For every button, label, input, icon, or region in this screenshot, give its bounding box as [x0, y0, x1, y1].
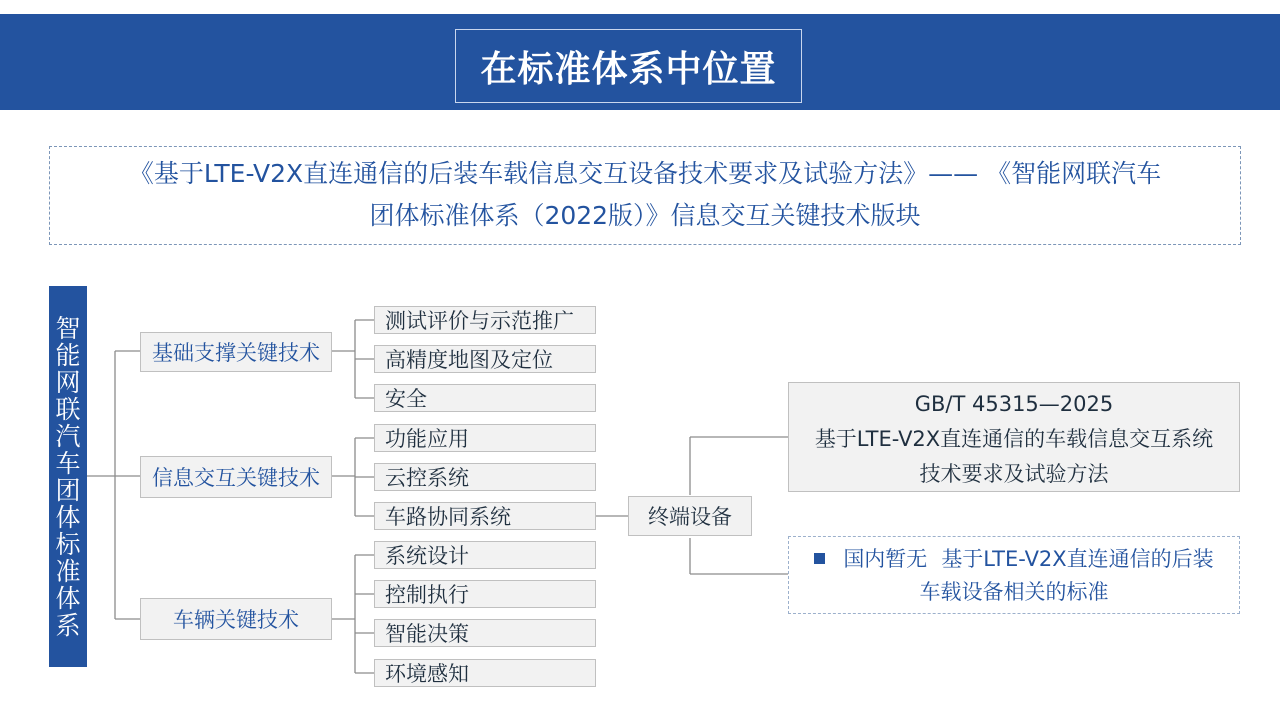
gap-note-line-2: 车载设备相关的标准	[919, 580, 1109, 604]
gap-note-line-1: 基于LTE-V2X直连通信的后装	[941, 547, 1214, 571]
group-node-vehicle: 车辆关键技术	[140, 598, 332, 640]
group-node-info-interaction: 信息交互关键技术	[140, 456, 332, 498]
leaf-node-hd-map: 高精度地图及定位	[374, 345, 596, 373]
standard-name-line-1: 基于LTE-V2X直连通信的车载信息交互系统	[814, 427, 1214, 451]
square-bullet-icon	[814, 553, 825, 564]
leaf-node-cloud-control: 云控系统	[374, 463, 596, 491]
standard-name-line-2: 技术要求及试验方法	[919, 462, 1109, 486]
leaf-node-intelligent-decision: 智能决策	[374, 619, 596, 647]
leaf-node-function-app: 功能应用	[374, 424, 596, 452]
leaf-node-system-design: 系统设计	[374, 541, 596, 569]
leaf-node-v2x-collaboration: 车路协同系统	[374, 502, 596, 530]
group-node-basic-support: 基础支撑关键技术	[140, 332, 332, 372]
gap-note-box	[788, 536, 1240, 614]
leaf-node-security: 安全	[374, 384, 596, 412]
root-node-label: 智 能 网 联 汽 车 团 体 标 准 体 系	[49, 286, 87, 667]
leaf-node-test-evaluation: 测试评价与示范推广	[374, 306, 596, 334]
gap-note-prefix: 国内暂无	[843, 547, 928, 571]
leaf-node-env-perception: 环境感知	[374, 659, 596, 687]
standard-path-line-2: 团体标准体系（2022版）》信息交互关键技术版块	[369, 201, 921, 230]
standard-code: GB/T 45315—2025	[914, 392, 1114, 416]
terminal-device-node: 终端设备	[628, 496, 752, 536]
existing-standard-box	[788, 382, 1240, 492]
standard-path-line-1: 《基于LTE-V2X直连通信的后装车载信息交互设备技术要求及试验方法》—— 《智能网联汽车	[128, 159, 1162, 188]
page-title: 在标准体系中位置	[455, 29, 802, 103]
leaf-node-control-execution: 控制执行	[374, 580, 596, 608]
